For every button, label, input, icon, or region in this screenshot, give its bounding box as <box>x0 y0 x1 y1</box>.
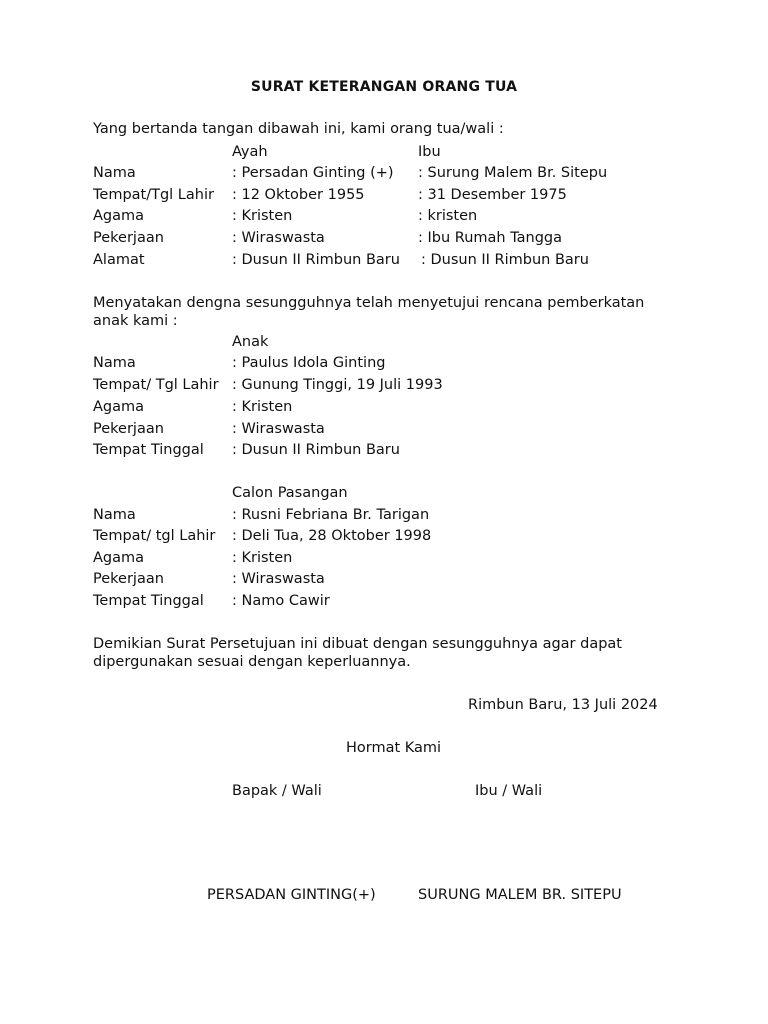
signer-right-role: Ibu / Wali <box>475 783 543 799</box>
ibu-value: : Dusun II Rimbun Baru <box>421 252 589 268</box>
row-value: : Deli Tua, 28 Oktober 1998 <box>232 528 432 544</box>
partner-row-nama <box>93 505 713 525</box>
partner-row-birth <box>93 526 713 546</box>
place-date: Rimbun Baru, 13 Juli 2024 <box>468 697 658 713</box>
row-value: : Namo Cawir <box>232 593 330 609</box>
row-value: : Kristen <box>232 399 293 415</box>
row-label: Pekerjaan <box>93 421 164 437</box>
header-calon-pasangan: Calon Pasangan <box>232 485 348 501</box>
child-row-agama <box>93 397 713 417</box>
row-value: : Wiraswasta <box>232 571 325 587</box>
row-label: Nama <box>93 165 136 181</box>
ayah-value: : 12 Oktober 1955 <box>232 187 365 203</box>
row-value: : Paulus Idola Ginting <box>232 355 386 371</box>
ayah-value: : Dusun II Rimbun Baru <box>232 252 400 268</box>
child-row-birth <box>93 375 713 395</box>
parent-row-birth <box>93 185 713 205</box>
partner-row-agama <box>93 548 713 568</box>
statement-text: Menyatakan dengna sesungguhnya telah menyetujui rencana pemberkatan anak kami : <box>93 295 645 329</box>
parent-row-pekerjaan <box>93 228 713 248</box>
row-label: Agama <box>93 550 145 566</box>
row-label: Tempat/ tgl Lahir <box>93 528 216 544</box>
row-label: Agama <box>93 399 145 415</box>
partner-row-pekerjaan <box>93 569 713 589</box>
header-ayah: Ayah <box>232 144 268 160</box>
row-value: : Dusun II Rimbun Baru <box>232 442 400 458</box>
signer-left-name: PERSADAN GINTING(+) <box>207 887 376 903</box>
closing-text: Demikian Surat Persetujuan ini dibuat dengan sesungguhnya agar dapat dipergunakan sesuai dengan keperluannya. <box>93 636 622 670</box>
child-row-pekerjaan <box>93 419 713 439</box>
row-label: Tempat/ Tgl Lahir <box>93 377 219 393</box>
header-ibu: Ibu <box>418 144 441 160</box>
ayah-value: : Persadan Ginting (+) <box>232 165 394 181</box>
child-row-nama <box>93 353 713 373</box>
parent-row-nama <box>93 163 713 183</box>
row-label: Alamat <box>93 252 145 268</box>
parent-row-agama <box>93 206 713 226</box>
row-label: Tempat/Tgl Lahir <box>93 187 214 203</box>
row-label: Pekerjaan <box>93 571 164 587</box>
ibu-value: : 31 Desember 1975 <box>418 187 567 203</box>
row-label: Nama <box>93 355 136 371</box>
intro-text: Yang bertanda tangan dibawah ini, kami orang tua/wali : <box>93 121 504 137</box>
ibu-value: : Surung Malem Br. Sitepu <box>418 165 608 181</box>
row-label: Nama <box>93 507 136 523</box>
signer-right-name: SURUNG MALEM BR. SITEPU <box>418 887 622 903</box>
header-anak: Anak <box>232 334 269 350</box>
child-row-tinggal <box>93 440 713 460</box>
partner-row-tinggal <box>93 591 713 611</box>
regards-text: Hormat Kami <box>346 740 442 756</box>
signer-left-role: Bapak / Wali <box>232 783 322 799</box>
ayah-value: : Wiraswasta <box>232 230 325 246</box>
ayah-value: : Kristen <box>232 208 293 224</box>
row-value: : Wiraswasta <box>232 421 325 437</box>
ibu-value: : kristen <box>418 208 478 224</box>
parent-row-alamat <box>93 250 713 270</box>
ibu-value: : Ibu Rumah Tangga <box>418 230 563 246</box>
row-label: Tempat Tinggal <box>93 593 204 609</box>
row-label: Tempat Tinggal <box>93 442 204 458</box>
row-value: : Rusni Febriana Br. Tarigan <box>232 507 430 523</box>
row-value: : Gunung Tinggi, 19 Juli 1993 <box>232 377 443 393</box>
row-label: Pekerjaan <box>93 230 164 246</box>
row-label: Agama <box>93 208 145 224</box>
row-value: : Kristen <box>232 550 293 566</box>
document-title: SURAT KETERANGAN ORANG TUA <box>250 79 518 95</box>
